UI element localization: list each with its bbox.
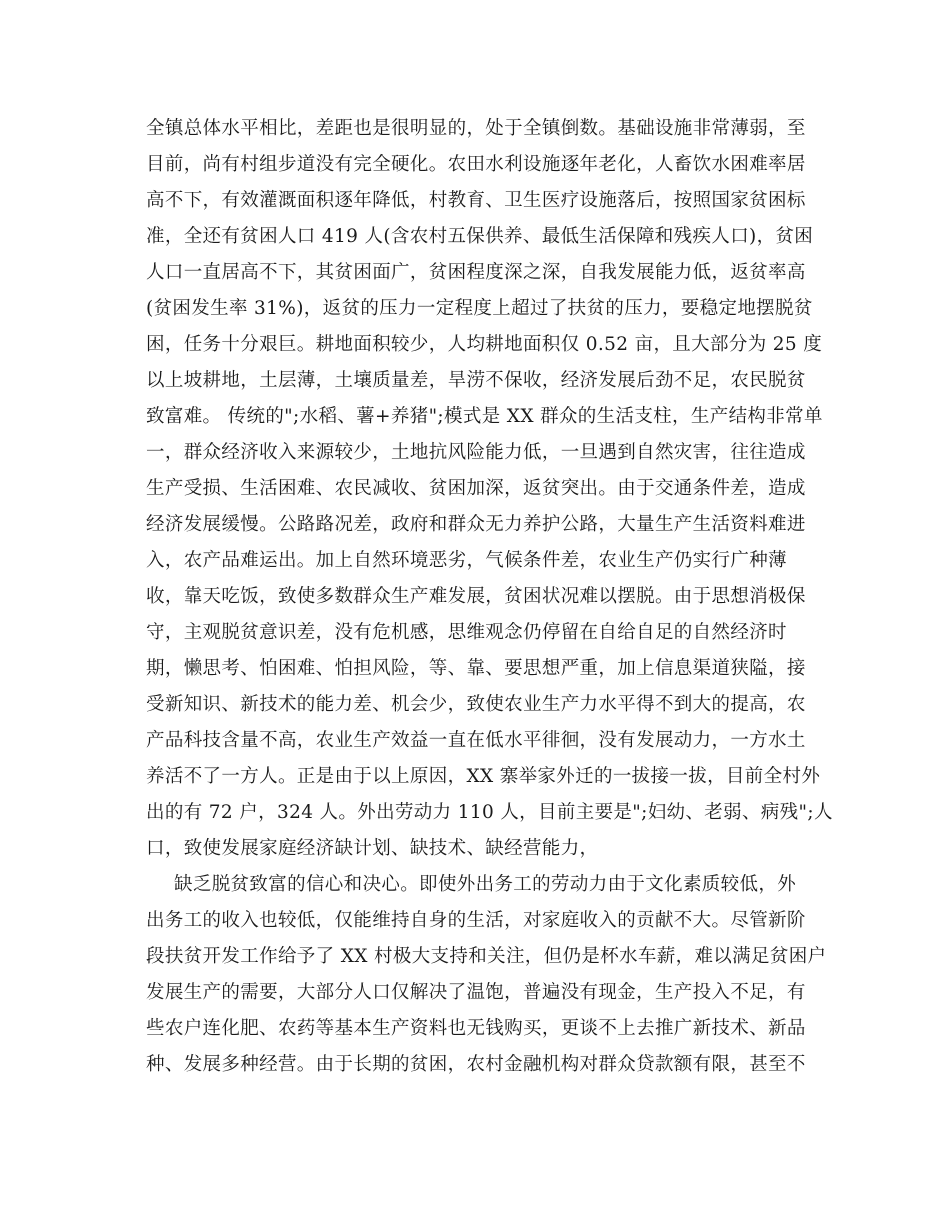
text-line: 困，任务十分艰巨。耕地面积较少，人均耕地面积仅 0.52 亩，且大部分为 25 度	[146, 334, 823, 355]
text-line: 产品科技含量不高，农业生产效益一直在低水平徘徊，没有发展动力，一方水土	[146, 730, 806, 751]
text-line: 目前，尚有村组步道没有完全硬化。农田水利设施逐年老化，人畜饮水困难率居	[146, 154, 806, 175]
text-line: 人口一直居高不下，其贫困面广，贫困程度深之深，自我发展能力低，返贫率高	[146, 262, 806, 283]
text-line: 生产受损、生活困难、农民减收、贫困加深，返贫突出。由于交通条件差，造成	[146, 478, 806, 499]
text-line: 出务工的收入也较低，仅能维持自身的生活，对家庭收入的贡献不大。尽管新阶	[146, 910, 806, 931]
text-line: 以上坡耕地，土层薄，土壤质量差，旱涝不保收，经济发展后劲不足，农民脱贫	[146, 370, 806, 391]
text-line: 经济发展缓慢。公路路况差，政府和群众无力养护公路，大量生产生活资料难进	[146, 514, 806, 535]
text-line: 受新知识、新技术的能力差、机会少，致使农业生产力水平得不到大的提高，农	[146, 694, 806, 715]
text-line: 发展生产的需要，大部分人口仅解决了温饱，普遍没有现金，生产投入不足，有	[146, 982, 806, 1003]
text-line: 些农户连化肥、农药等基本生产资料也无钱购买，更谈不上去推广新技术、新品	[146, 1018, 806, 1039]
text-line: 一，群众经济收入来源较少，土地抗风险能力低，一旦遇到自然灾害，往往造成	[146, 442, 806, 463]
text-line: 全镇总体水平相比，差距也是很明显的，处于全镇倒数。基础设施非常薄弱，至	[146, 118, 806, 139]
text-line: 种、发展多种经营。由于长期的贫困，农村金融机构对群众贷款额有限，甚至不	[146, 1054, 806, 1075]
text-line: 期，懒思考、怕困难、怕担风险，等、靠、要思想严重，加上信息渠道狭隘，接	[146, 658, 806, 679]
text-line: 段扶贫开发工作给予了 XX 村极大支持和关注，但仍是杯水车薪，难以满足贫困户	[146, 946, 827, 967]
text-line: 高不下，有效灌溉面积逐年降低，村教育、卫生医疗设施落后，按照国家贫困标	[146, 190, 806, 211]
text-line: 出的有 72 户，324 人。外出劳动力 110 人，目前主要是";妇幼、老弱、病残";人	[146, 802, 833, 823]
text-line: 准，全还有贫困人口 419 人(含农村五保供养、最低生活保障和残疾人口)，贫困	[146, 226, 814, 247]
text-line: 致富难。 传统的";水稻、薯+养猪";模式是 XX 群众的生活支柱，生产结构非常单	[146, 406, 823, 427]
text-line: 入，农产品难运出。加上自然环境恶劣，气候条件差，农业生产仍实行广种薄	[146, 550, 787, 571]
text-line: 收，靠天吃饭，致使多数群众生产难发展，贫困状况难以摆脱。由于思想消极保	[146, 586, 806, 607]
text-line: (贫困发生率 31%)，返贫的压力一定程度上超过了扶贫的压力，要稳定地摆脱贫	[146, 298, 813, 319]
text-line: 口，致使发展家庭经济缺计划、缺技术、缺经营能力，	[146, 838, 599, 859]
paragraph-first-line: 缺乏脱贫致富的信心和决心。即使外出务工的劳动力由于文化素质较低，外	[174, 874, 797, 895]
text-line: 养活不了一方人。正是由于以上原因，XX 寨举家外迁的一拔接一拔，目前全村外	[146, 766, 821, 787]
text-line: 守，主观脱贫意识差，没有危机感，思维观念仍停留在自给自足的自然经济时	[146, 622, 787, 643]
